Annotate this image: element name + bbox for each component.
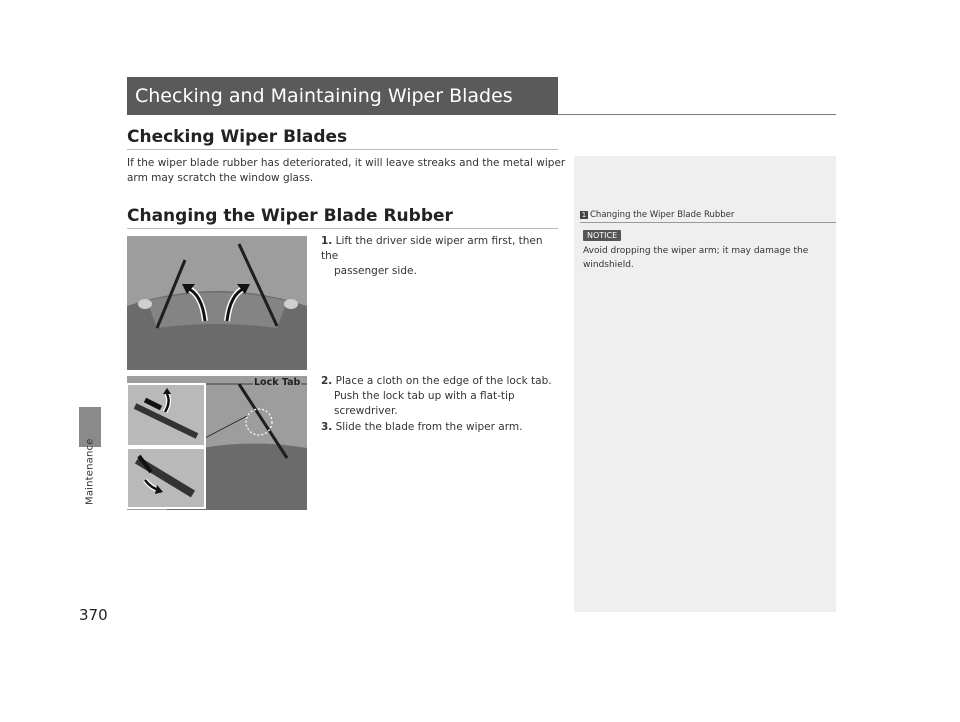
note-panel — [574, 156, 836, 612]
step-3 — [321, 420, 561, 435]
page-number: 370 — [79, 606, 108, 624]
note-text — [583, 244, 828, 272]
notice-badge: NOTICE — [583, 230, 621, 241]
note-heading — [580, 210, 734, 220]
wiper-lift-figure — [127, 236, 307, 370]
note-rule — [580, 222, 836, 223]
step-1 — [321, 234, 561, 279]
checking-text — [127, 156, 567, 186]
lock-tab-illustration — [127, 376, 307, 510]
page-title: Checking and Maintaining Wiper Blades — [127, 77, 558, 115]
title-rule — [558, 114, 836, 115]
checking-text-line-2: arm may scratch the window glass. — [127, 172, 314, 184]
step-2-line-3: screwdriver. — [334, 405, 398, 417]
checking-text-line-1: If the wiper blade rubber has deteriorated, it will leave streaks and the metal wiper — [127, 157, 566, 169]
checking-heading: Checking Wiper Blades — [127, 127, 348, 147]
section-label: Maintenance — [84, 438, 96, 505]
lock-tab-figure — [127, 376, 307, 510]
step-1-line-2: passenger side. — [334, 265, 417, 277]
step-2-line-1: Place a cloth on the edge of the lock tab. — [335, 375, 552, 387]
step-2-line-2: Push the lock tab up with a flat-tip — [334, 390, 515, 402]
note-text-line-1: Avoid dropping the wiper arm; it may damage the — [583, 246, 809, 256]
note-text-line-2: windshield. — [583, 260, 634, 270]
checking-rule — [127, 149, 558, 150]
step-3-number: 3. — [321, 421, 333, 433]
changing-rule — [127, 228, 558, 229]
step-2 — [321, 374, 561, 419]
step-1-line-1: Lift the driver side wiper arm first, then the — [321, 235, 543, 262]
note-heading-text: Changing the Wiper Blade Rubber — [590, 210, 735, 220]
note-marker-icon: 1 — [581, 211, 587, 219]
wiper-lift-illustration — [127, 236, 307, 370]
lock-tab-label: Lock Tab — [254, 377, 301, 388]
changing-heading: Changing the Wiper Blade Rubber — [127, 206, 453, 226]
step-3-line-1: Slide the blade from the wiper arm. — [335, 421, 523, 433]
step-1-number: 1. — [321, 235, 333, 247]
step-2-number: 2. — [321, 375, 333, 387]
